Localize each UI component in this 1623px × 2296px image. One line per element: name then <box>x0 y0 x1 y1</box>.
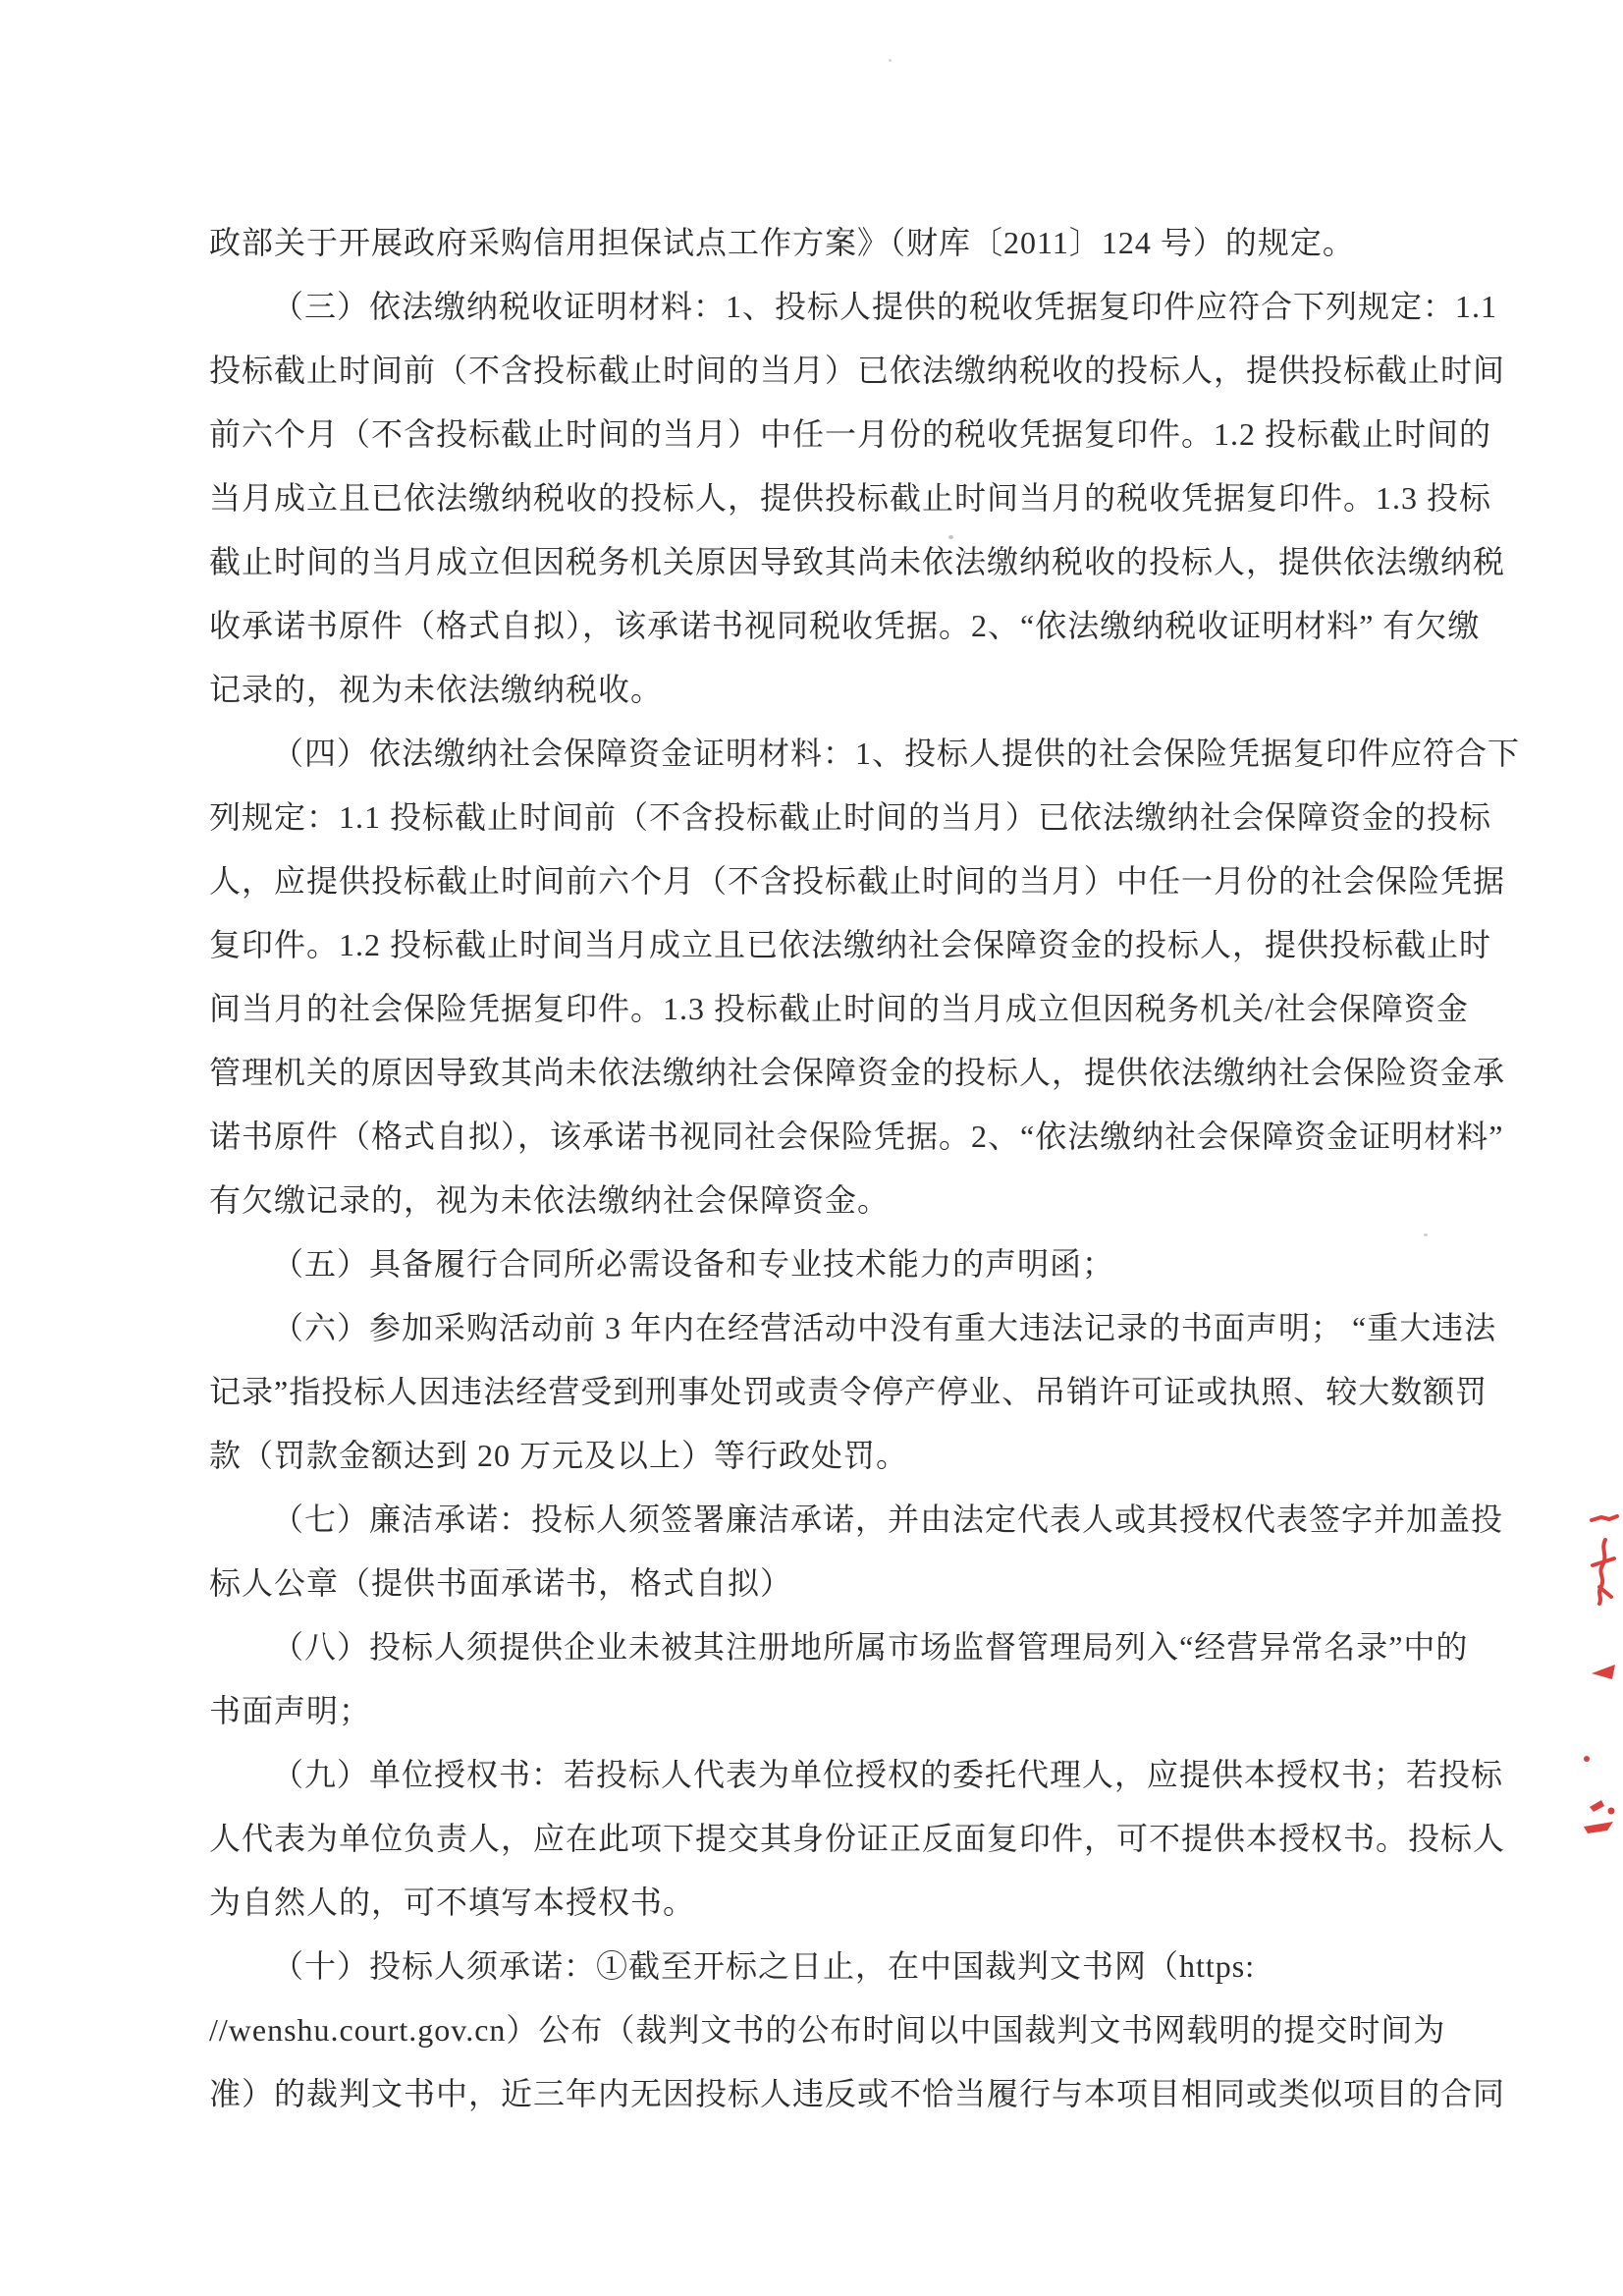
scan-speckle <box>889 59 892 62</box>
document-line: 复印件。1.2 投标截止时间当月成立且已依法缴纳社会保障资金的投标人，提供投标截止时 <box>209 927 1492 962</box>
document-line: （三）依法缴纳税收证明材料：1、投标人提供的税收凭据复印件应符合下列规定：1.1 <box>272 289 1498 324</box>
document-line: 记录”指投标人因违法经营受到刑事处罚或责令停产停业、吊销许可证或执照、较大数额罚 <box>209 1374 1488 1409</box>
document-line: 为自然人的，可不填写本授权书。 <box>209 1885 696 1920</box>
red-ink-marks-icon <box>1576 1510 1623 1849</box>
document-line: （八）投标人须提供企业未被其注册地所属市场监督管理局列入“经营异常名录”中的 <box>272 1629 1469 1665</box>
document-line: 人代表为单位负责人，应在此项下提交其身份证正反面复印件，可不提供本授权书。投标人 <box>209 1821 1506 1856</box>
document-line: 收承诺书原件（格式自拟），该承诺书视同税收凭据。2、“依法缴纳税收证明材料” 有欠缴 <box>209 608 1481 643</box>
document-line: //wenshu.court.gov.cn）公布（裁判文书的公布时间以中国裁判文书网载明的提交时间为 <box>209 2012 1446 2048</box>
document-line: （五）具备履行合同所必需设备和专业技术能力的声明函； <box>272 1246 1115 1282</box>
document-line: 政部关于开展政府采购信用担保试点工作方案》（财库〔2011〕124 号）的规定。 <box>209 225 1355 260</box>
document-line: （四）依法缴纳社会保障资金证明材料：1、投标人提供的社会保险凭据复印件应符合下 <box>272 736 1521 771</box>
document-line: （六）参加采购活动前 3 年内在经营活动中没有重大违法记录的书面声明； “重大违法 <box>272 1310 1497 1345</box>
document-line: （九）单位授权书：若投标人代表为单位授权的委托代理人，应提供本授权书；若投标 <box>272 1757 1504 1792</box>
document-line: 准）的裁判文书中，近三年内无因投标人违反或不恰当履行与本项目相同或类似项目的合同 <box>209 2076 1506 2111</box>
document-line: 间当月的社会保险凭据复印件。1.3 投标截止时间的当月成立但因税务机关/社会保障资金 <box>209 991 1469 1026</box>
document-line: （七）廉洁承诺：投标人须签署廉洁承诺，并由法定代表人或其授权代表签字并加盖投 <box>272 1502 1504 1537</box>
document-line: 截止时间的当月成立但因税务机关原因导致其尚未依法缴纳税收的投标人，提供依法缴纳税 <box>209 544 1506 579</box>
document-body-text <box>209 211 1521 2126</box>
document-line: 管理机关的原因导致其尚未依法缴纳社会保障资金的投标人，提供依法缴纳社会保险资金承 <box>209 1055 1506 1090</box>
scan-speckle <box>1424 1233 1428 1236</box>
document-line: 投标截止时间前（不含投标截止时间的当月）已依法缴纳税收的投标人，提供投标截止时间 <box>209 353 1506 388</box>
document-line: 诺书原件（格式自拟），该承诺书视同社会保险凭据。2、“依法缴纳社会保障资金证明材料” <box>209 1119 1504 1154</box>
document-line: 记录的，视为未依法缴纳税收。 <box>209 672 664 707</box>
scan-speckle <box>948 535 953 539</box>
document-line: （十）投标人须承诺：①截至开标之日止，在中国裁判文书网（https: <box>272 1948 1256 1984</box>
document-line: 款（罚款金额达到 20 万元及以上）等行政处罚。 <box>209 1438 909 1473</box>
document-line: 当月成立且已依法缴纳税收的投标人，提供投标截止时间当月的税收凭据复印件。1.3 投标 <box>209 480 1492 516</box>
document-line: 列规定：1.1 投标截止时间前（不含投标截止时间的当月）已依法缴纳社会保障资金的投标 <box>209 799 1492 835</box>
document-line: 标人公章（提供书面承诺书，格式自拟） <box>209 1565 793 1601</box>
document-line: 人，应提供投标截止时间前六个月（不含投标截止时间的当月）中任一月份的社会保险凭据 <box>209 863 1506 899</box>
document-line: 有欠缴记录的，视为未依法缴纳社会保障资金。 <box>209 1182 891 1218</box>
document-line: 书面声明； <box>209 1693 372 1728</box>
document-line: 前六个月（不含投标截止时间的当月）中任一月份的税收凭据复印件。1.2 投标截止时间的 <box>209 416 1492 452</box>
